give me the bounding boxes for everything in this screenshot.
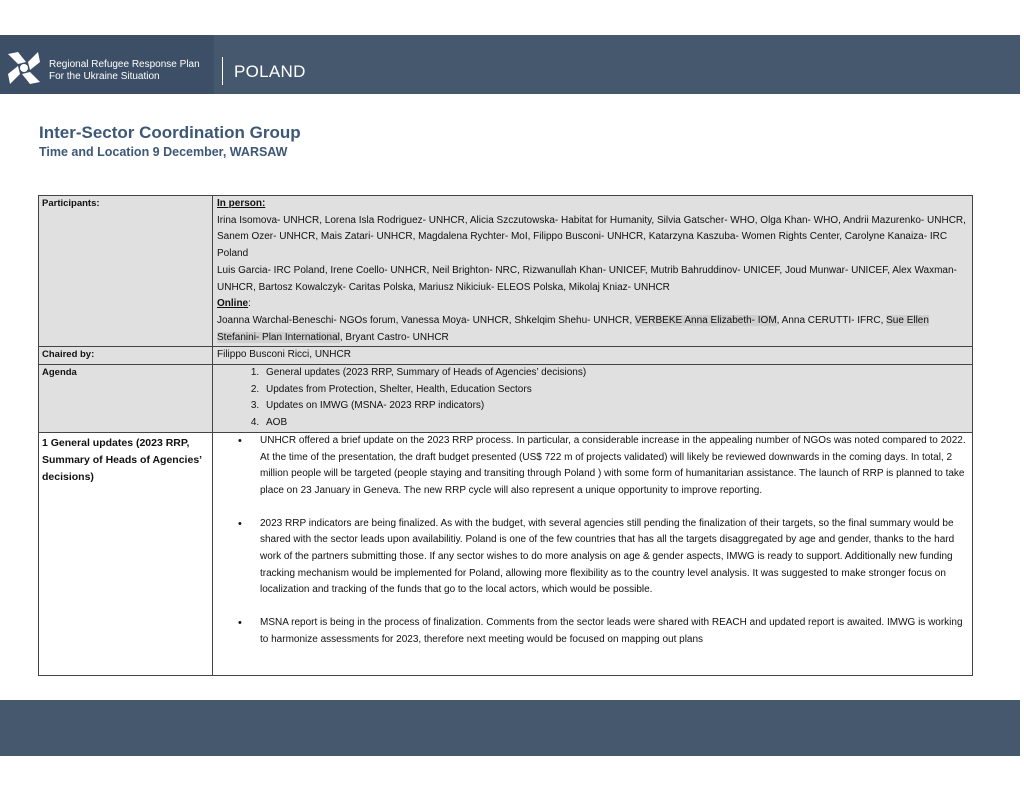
page-subtitle: Time and Location 9 December, WARSAW <box>39 145 288 159</box>
logo-line-1: Regional Refugee Response Plan <box>49 59 200 70</box>
agenda-item: 4. AOB <box>262 415 969 432</box>
bullet-item: • MSNA report is being in the process of finalization. Comments from the sector leads were shared with REACH and updated report is awaited. IMWG is working to harmonize assessments for 2023, therefore next meeting would be focused on mapping out plans <box>217 615 969 648</box>
bullet-gap <box>217 599 969 615</box>
bullet-gap <box>217 500 969 516</box>
online-names-highlight-2: Sue Ellen Stefanini- Plan International <box>217 314 929 343</box>
online-names-highlight-1: VERBEKE Anna Elizabeth- IOM <box>634 314 777 326</box>
in-person-names-2: Luis Garcia- IRC Poland, Irene Coello- UNHCR, Neil Brighton- NRC, Rizwanullah Khan- UNICEF, Mutrib Bahruddinov- UNICEF, Joud Munwar- UNICEF, Alex Waxman- UNHCR, Bartosz Kowalczyk- Caritas Polska, Mariusz Nikiciuk- ELEOS Polska, Mikolaj Kniaz- UNHCR <box>217 264 957 293</box>
agenda-item: 3. Updates on IMWG (MSNA- 2023 RRP indicators) <box>262 398 969 415</box>
online-heading: Online <box>217 298 249 310</box>
footer-band <box>0 700 1020 756</box>
agenda-list <box>217 365 969 432</box>
logo-text <box>49 59 200 83</box>
page-title: Inter-Sector Coordination Group <box>39 123 301 142</box>
participants-row <box>39 196 973 347</box>
chaired-label: Chaired by: <box>39 347 213 365</box>
online-names-3: , Bryant Castro- UNHCR <box>339 331 449 343</box>
participants-label: Participants: <box>39 196 213 347</box>
agenda-item: 2. Updates from Protection, Shelter, Health, Education Sectors <box>262 382 969 399</box>
general-updates-cell <box>213 432 973 675</box>
country-name: POLAND <box>234 62 306 81</box>
header-band <box>0 35 1020 94</box>
online-heading-line: Online: <box>217 298 251 310</box>
bullet-item: • UNHCR offered a brief update on the 2023 RRP process. In particular, a considerable increase in the appealing number of NGOs was noted compared to 2022. At the time of the presentation, the draft budget presented (US$ 722 m of projects validated) will likely be reviewed downwards in the coming days. In total, 2 million people will be targeted (people staying and transiting through Poland ) with some form of humanitarian assistance. The launch of RRP is planned to take place on 23 January in Geneva. The new RRP cycle will also represent a unique opportunity to improve reporting. <box>217 433 969 500</box>
general-updates-label: 1 General updates (2023 RRP, Summary of Heads of Agencies’ decisions) <box>39 432 213 675</box>
header-divider <box>222 57 223 85</box>
in-person-names: Irina Isomova- UNHCR, Lorena Isla Rodriguez- UNHCR, Alicia Szczutowska- Habitat for Humanity, Silvia Gatscher- WHO, Olga Khan- WHO, Andrii Mazurenko- UNHCR, Sanem Ozer- UNHCR, Mais Zatari- UNHCR, Magdalena Rychter- MoI, Filippo Busconi- UNHCR, Katarzyna Kaszuba- Women Rights Center, Carolyne Kanaiza- IRC Poland <box>217 214 966 260</box>
agenda-item: 1. General updates (2023 RRP, Summary of Heads of Agencies’ decisions) <box>262 365 969 382</box>
general-updates-row <box>39 432 973 675</box>
general-updates-content <box>217 433 969 675</box>
chaired-value: Filippo Busconi Ricci, UNHCR <box>213 347 973 365</box>
online-names-1: Joanna Warchal-Beneschi- NGOs forum, Vanessa Moya- UNHCR, Shkelqim Shehu- UNHCR, <box>217 314 633 326</box>
bullet-item: • 2023 RRP indicators are being finalized. As with the budget, with several agencies still pending the finalization of their targets, so the final summary would be shared with the sector leads upon availabilitiy. Poland is one of the few countries that has all the targets disaggregated by age and gender, thanks to the hard work of the partners submitting those. If any sector wishes to do more analysis on age & gender aspects, IMWG is ready to support. Additionally new funding tracking mechanism would be implemented for Poland, allowing more flexibility as to the country level analysis. It was suggested to make stronger focus on localization and tracking of the funds that go to the local actors, which would be possible. <box>217 516 969 600</box>
rrp-logo-icon <box>4 48 44 88</box>
logo-line-2: For the Ukraine Situation <box>49 71 160 82</box>
participants-cell <box>213 196 973 347</box>
online-names-2: , Anna CERUTTI- IFRC, <box>776 314 884 326</box>
in-person-heading: In person: <box>217 198 266 209</box>
agenda-cell <box>213 365 973 433</box>
minutes-table <box>38 195 973 676</box>
chaired-row <box>39 347 973 365</box>
logo <box>0 35 214 94</box>
online-names <box>217 313 969 346</box>
agenda-label: Agenda <box>39 365 213 433</box>
agenda-row <box>39 365 973 433</box>
